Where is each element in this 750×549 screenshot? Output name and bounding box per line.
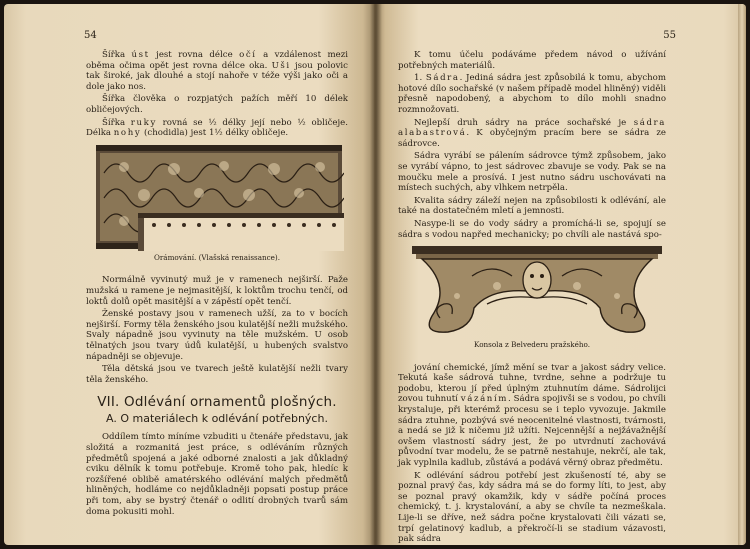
chapter-title: VII. Odlévání ornamentů plošných.: [97, 394, 337, 411]
text-run: . K obyčejným pracím bere se sádra ze sádrovce.: [398, 128, 666, 149]
paragraph: [398, 196, 666, 217]
text-run: a vzdálenost mezi oběma očima opět jest rovna délce oka.: [86, 50, 348, 71]
emphasized-term: nohy: [113, 128, 142, 139]
book-gutter: [370, 4, 382, 545]
left-column: [86, 50, 348, 519]
text-run: Nejlepší druh sádry na práce sochařské je: [414, 117, 634, 128]
paragraph: [398, 219, 666, 240]
text-run: Šířka člověka o rozpjatých pažích měří 10 délek obličejových.: [86, 94, 348, 115]
paragraph: [398, 73, 666, 115]
console-ornament-illustration: [412, 246, 662, 338]
text-run: jsou polovic tak široké, jak dlouhé a stojí nahoře v téže výši jako oči a dole jako nos.: [86, 60, 348, 92]
paragraph: Ženské postavy jsou v ramenech užší, za to v bocích nejširší. Formy těla ženského jsou kulatější nežli mužského. Svaly nápadně jsou vyvinuty na těle mužském. U osob tělnatých jsou tvary údů kulatější, u hubených svalstvo nápadněji se objevuje.: [86, 309, 348, 362]
right-page: [374, 4, 746, 545]
section-title: A. O materiálech k odlévání potřebných.: [106, 411, 328, 425]
left-bottom-text: [86, 432, 348, 517]
text-run: rovná se ½ délky její nebo ½ obličeje. Délka: [86, 117, 348, 139]
emphasized-term: očí: [239, 50, 257, 60]
text-run: . Sádra spojivši se s vodou, po chvíli krystaluje, při kterémž procesu se i teplo vyvozuje. Jakmile sádra ztuhne, pozbývá své neocenitelné vlastnosti, tvárnosti, a nedá se již k ničemu již užíti. Nejcennější a nejžávažnější ovšem vlastností sádry jest, že po utvrdnutí zachovává původní tvar modelu, že se patrně nestahuje, nekrčí, ale tak, jak vyplnila kadlub, zůstává a podává věrný obraz předmětu.: [398, 394, 667, 469]
paragraph: [398, 471, 666, 545]
paragraph: Normálně vyvinutý muž je v ramenech nejširší. Paže mužská u ramene je nejmasitější, k loktům trochu tenčí, od loktů dolů opět masitější a v zápěstí opět tenčí.: [86, 275, 348, 307]
text-run: (chodidla) jest 1½ délky obličeje.: [141, 128, 289, 139]
paragraph: [398, 50, 666, 71]
text-run: K tomu účelu podáváme předem návod o užívání potřebných materiálů.: [398, 50, 666, 71]
paragraph: [398, 363, 666, 469]
paragraph: [86, 94, 348, 115]
paragraph: Oddílem tímto míníme vzbuditi u čtenáře představu, jak složitá a rozmanitá jest práce, s odléváním různých předmětů spojená a jaké odborné znalosti a jak důkladný cviku dělník k tomu potřebuje. Kromě toho pak, hledíc k rozšířené oblibě amatérského odlévání malých předmětů hliněných, hodláme co nejdůkladněji popsati postup práce při tom, aby se bystrý čtenář o odlití drobných tvarů sám doma pokusiti mohl.: [86, 432, 348, 517]
text-run: jování chemické, jímž mění se tvar a jakost sádry velice. Tekutá kaše sádrová tuhne, tvrdne, sehne a podržuje tu podobu, kterou jí před úplným ztuhnutím dáme. Sádrolijci zovou tuhnutí: [398, 362, 666, 405]
emphasized-term: úst: [131, 50, 150, 60]
paragraph: [86, 118, 348, 139]
left-mid-text: [86, 275, 348, 385]
left-top-text: [86, 50, 348, 139]
text-run: Kvalita sádry záleží nejen na způsobilosti k odlévání, ale také na dostatečném mletí a jemnosti.: [398, 195, 666, 217]
emphasized-term: Sádra: [425, 73, 460, 84]
paragraph: [398, 151, 666, 193]
text-run: Šířka: [102, 50, 132, 60]
emphasized-term: vázáním: [460, 394, 509, 405]
text-run: . Jediná sádra jest způsobilá k tomu, abychom hotové dílo sochařské (v našem případě model hliněný) viděli přesně napodobený, a abychom to dílo mohli snadno rozmnožovati.: [398, 73, 667, 115]
paragraph: [398, 118, 666, 150]
text-run: Šířka: [102, 117, 131, 128]
right-bottom-text: [398, 363, 666, 545]
emphasized-term: sádra alabastrová: [398, 117, 666, 139]
page-number-left: 54: [84, 30, 97, 41]
right-column: [398, 50, 666, 545]
paragraph: [86, 50, 348, 92]
emphasized-term: Uši: [271, 60, 291, 71]
text-run: K odlévání sádrou potřebí jest zkušeností té, aby se poznal pravý čas, kdy sádra má se do formy líti, to jest, aby se poznal pravý okamžik, kdy v sádře počíná proces chemický, t. j. krystalování, a aby se chvíle ta nezmeškala. Lije-li se dříve, než sádra počne krystalovati čili vázati se, trpí gelatinový kadlub, a překročí-li se stadium vázavosti, pak sádra: [398, 470, 666, 545]
console-caption: Konsola z Belvederu pražského.: [474, 340, 590, 350]
right-top-text: [398, 50, 666, 240]
text-run: Sádra vyrábí se pálením sádrovce týmž způsobem, jako se vyrábí vápno, to jest sádrovec zbavuje se vody. Pak se na moučku mele a prosívá. I jest nutno sádru uschovávati na místech suchých, aby vlhkem netrpěla.: [398, 151, 666, 194]
frame-caption: Orámování. (Vlašská renaissance).: [153, 252, 281, 262]
text-run: 1.: [414, 73, 426, 84]
left-page: [4, 4, 374, 545]
book-spread: [4, 4, 746, 545]
emphasized-term: ruky: [130, 117, 157, 128]
text-run: Nasype-li se do vody sádry a promíchá-li se, spojují se sádra s vodou napřed mechanicky; po chvíli ale nastává spo-: [398, 218, 666, 240]
text-run: jest rovna délce: [149, 50, 240, 60]
page-number-right: 55: [663, 30, 676, 41]
frame-ornament-illustration: [94, 143, 344, 251]
page-edge: [738, 4, 746, 545]
paragraph: Těla dětská jsou ve tvarech ještě kulatější nežli tvary těla ženského.: [86, 364, 348, 385]
